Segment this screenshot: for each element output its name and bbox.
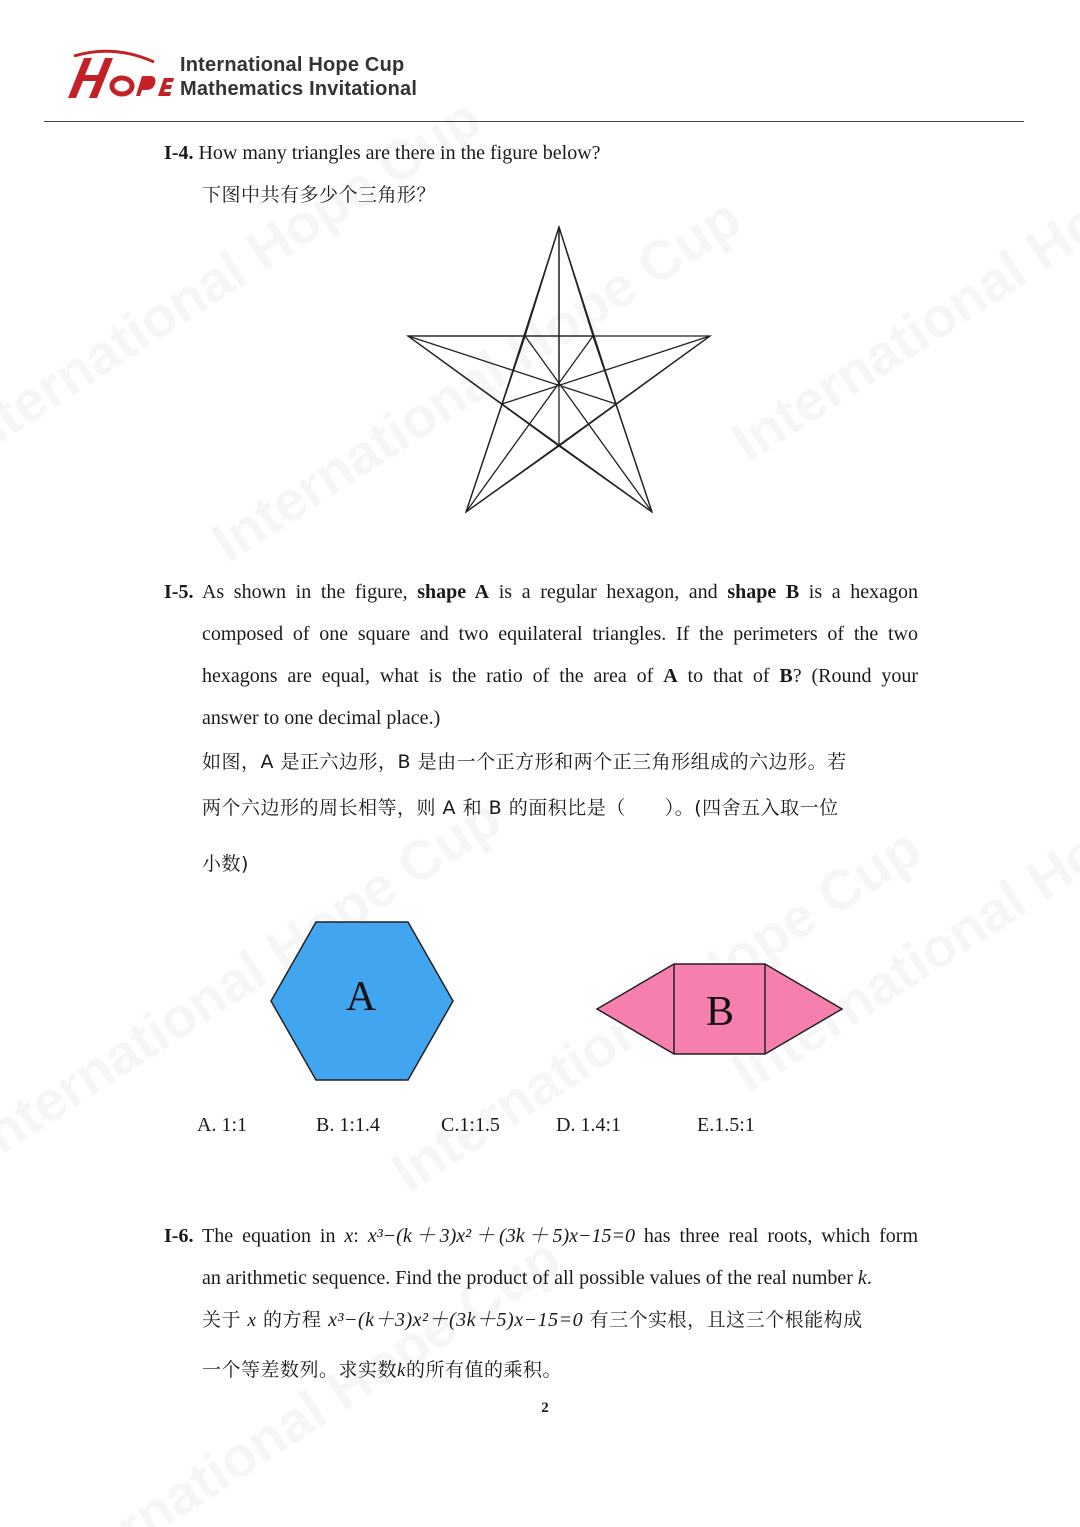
variable: k: [857, 1267, 867, 1289]
variable: x: [247, 1310, 257, 1331]
star-line: [502, 336, 710, 404]
text-segment: hexagons are equal, what is the ratio of the area of: [202, 665, 664, 687]
text-segment: 有三个实根，且这三个根能构成: [583, 1309, 863, 1331]
question-i5: [164, 571, 918, 897]
text-segment: has three real roots, which form: [634, 1225, 919, 1247]
shape-a-label: A: [345, 974, 377, 1020]
text-segment: :: [353, 1225, 368, 1247]
star-line: [466, 404, 616, 512]
star-line: [466, 336, 525, 512]
option-e[interactable]: E.1.5:1: [697, 1114, 755, 1136]
question-line-cn: 两个六边形的周长相等，则 A 和 B 的面积比是（ ）。(四舍五入取一位: [202, 797, 839, 819]
option-a[interactable]: A. 1:1: [197, 1114, 247, 1136]
page-header: [50, 46, 1030, 116]
shape-a-hexagon: [268, 918, 456, 1084]
star-line: [525, 336, 652, 512]
question-number: I-4.: [164, 142, 194, 164]
brand-line-2: Mathematics Invitational: [180, 78, 418, 100]
brand-line-1: International Hope Cup: [180, 54, 405, 76]
question-line-cn: 如图，A 是正六边形，B 是由一个正方形和两个正三角形组成的六边形。若: [202, 751, 847, 773]
question-number: I-5.: [164, 581, 194, 603]
question-text-cn: 下图中共有多少个三角形？: [202, 184, 437, 206]
option-d[interactable]: D. 1.4:1: [556, 1114, 621, 1136]
text-segment: is a hexagon: [799, 581, 919, 603]
text-segment: 关于: [202, 1309, 248, 1331]
question-line: composed of one square and two equilateral triangles. If the perimeters of the two: [202, 623, 918, 645]
text-segment: an arithmetic sequence. Find the product of all possible values of the real number: [202, 1267, 858, 1289]
question-i4: [164, 132, 918, 216]
star-line: [593, 336, 652, 512]
text-bold: B: [779, 665, 793, 687]
equation: x³−(k＋3)x²＋(3k＋5)x−15=0: [367, 1225, 635, 1247]
option-c[interactable]: C.1:1.5: [441, 1114, 500, 1136]
text-segment: As shown in the figure,: [201, 581, 418, 603]
question-number: I-6.: [164, 1225, 194, 1247]
text-segment: is a regular hexagon, and: [489, 581, 728, 603]
variable: k: [397, 1360, 406, 1381]
star-line: [408, 336, 616, 404]
hope-logo: [54, 48, 174, 108]
question-line-cn: 小数): [202, 853, 249, 875]
star-line: [502, 404, 652, 512]
text-segment: 的方程: [256, 1309, 329, 1331]
answer-options: [0, 1114, 1080, 1146]
page-number: 2: [541, 1400, 549, 1416]
text-bold: shape A: [417, 581, 490, 603]
equation: x³−(k＋3)x²＋(3k＋5)x−15=0: [328, 1309, 584, 1331]
question-i6: [164, 1215, 918, 1399]
shape-b-hexagon: [592, 960, 844, 1058]
header-divider: [44, 121, 1024, 122]
text-segment: 一个等差数列。求实数: [202, 1359, 398, 1381]
star-figure: [404, 224, 714, 516]
question-line: answer to one decimal place.): [202, 707, 441, 729]
option-b[interactable]: B. 1:1.4: [316, 1114, 380, 1136]
text-segment: The equation in: [202, 1225, 345, 1247]
question-text-en: How many triangles are there in the figure below?: [198, 142, 601, 164]
text-segment: .: [866, 1267, 872, 1289]
text-segment: ? (Round your: [792, 665, 918, 687]
text-segment: to that of: [677, 665, 780, 687]
text-segment: 的所有值的乘积。: [405, 1359, 562, 1381]
variable: x: [344, 1225, 354, 1247]
text-bold: shape B: [727, 581, 800, 603]
text-bold: A: [663, 665, 678, 687]
shape-b-label: B: [705, 989, 735, 1035]
